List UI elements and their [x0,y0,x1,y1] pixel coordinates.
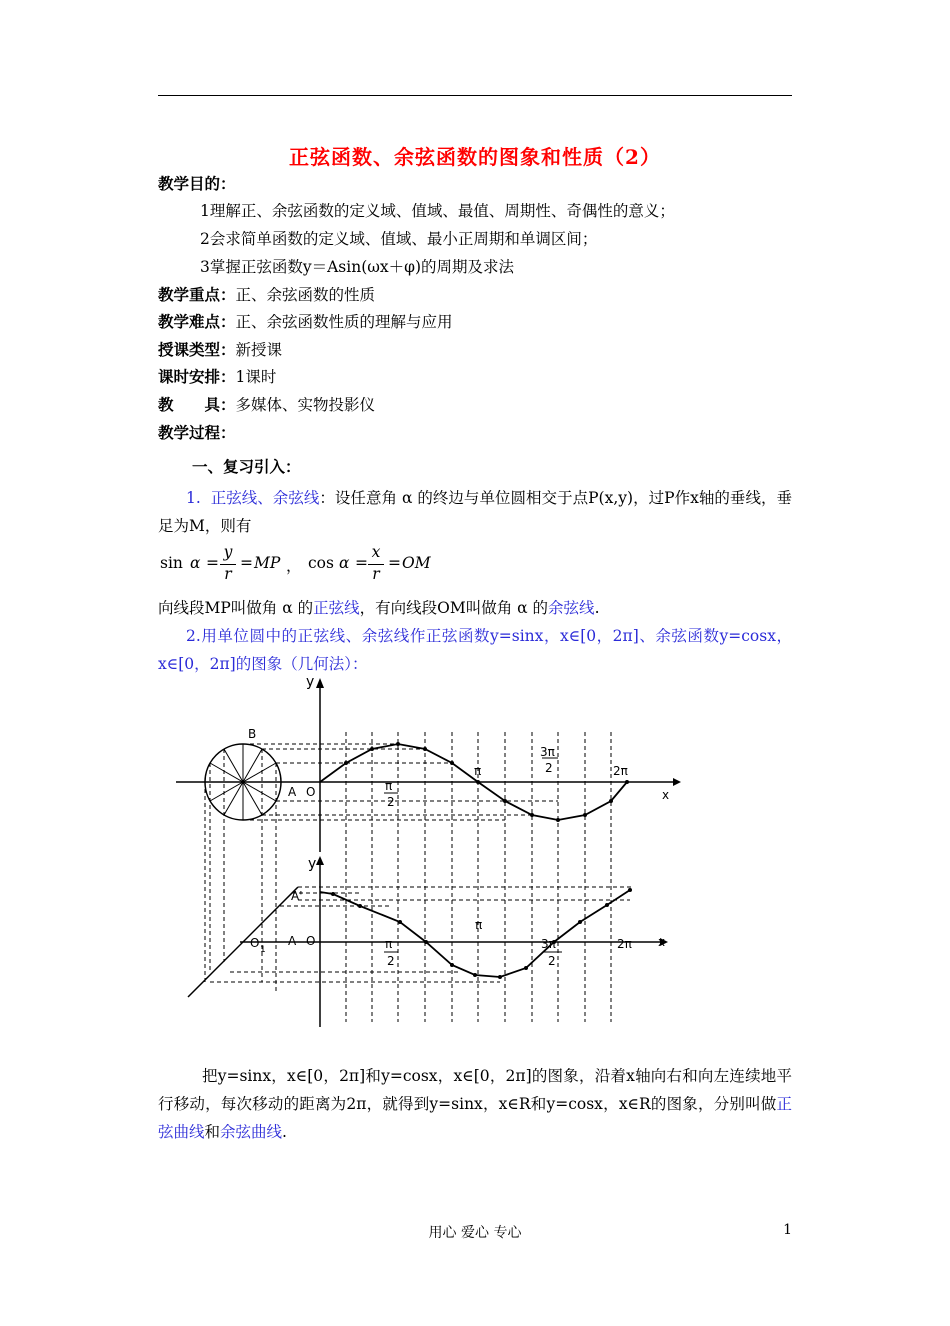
cosine-graph-labels [250,856,665,968]
meta-label: 授课类型： [158,340,236,359]
page-footer: 用心 爱心 专心 [428,1225,522,1241]
tick-label-2pi: 2π [613,764,628,778]
meta-row-focus [158,283,375,305]
list-number: 1. [186,489,201,507]
paragraph-text: ，有向线段OM叫做角 α 的 [359,599,549,617]
tick-label-3pi-half-den: 2 [545,761,553,775]
formula-mp: MP [254,554,281,572]
x-axis-label: x [662,788,670,802]
objectives-label: 教学目的： [158,174,236,193]
tick-label-3pi-half-den: 2 [548,954,556,968]
paragraph-text: . [594,599,600,617]
formula-alpha: α [190,554,201,572]
point-label-a: A [288,785,297,799]
x-axis-arrow-icon [673,778,681,786]
formula-eq: = [206,554,219,572]
term-sine-line: 正弦线 [313,599,360,617]
term-sine-curve: 正弦曲线 [158,1095,792,1141]
process-label: 教学过程： [158,423,236,442]
formula-r: r [372,565,380,583]
meta-label: 教学重点： [158,285,236,304]
meta-row-type [158,338,282,360]
term-cosine-line: 余弦线 [548,599,595,617]
page-number: 1 [783,1222,792,1238]
paragraph-text: 和 [204,1123,221,1141]
objective-item: 3掌握正弦函数y＝Asin(ωx＋φ)的周期及求法 [200,258,515,276]
y-axis-label: y [308,856,317,872]
paragraph-periodic-extension [158,1062,792,1146]
meta-label: 教学难点： [158,312,236,331]
paragraph-text: 向线段MP叫做角 α 的 [158,599,314,617]
origin-label: O [306,934,316,948]
origin-o1-label: O [250,936,260,950]
formula-comma: ， [286,557,302,575]
formula-sin: sin [160,554,183,572]
tick-label-pi-half-den: 2 [387,954,395,968]
formula-y: y [223,543,233,561]
meta-row-hours [158,365,276,387]
y-axis-label: y [306,674,315,690]
cosine-graph [188,856,668,1027]
sine-graph-labels [248,674,669,809]
meta-row-difficulty [158,310,453,332]
meta-value: 新授课 [235,341,283,359]
term-sine-cosine-lines: 正弦线、余弦线 [210,489,320,507]
meta-row-tools [158,393,375,415]
formula-eq: = [388,554,401,572]
formula-alpha: α [339,554,350,572]
meta-label: 教 具： [158,395,236,414]
paragraph-text: . [282,1123,287,1141]
cos-projection-lines [210,887,632,982]
page-title: 正弦函数、余弦函数的图象和性质（2） [289,145,661,169]
formula-om: OM [402,554,431,572]
tick-label-pi: π [474,764,482,778]
formula-eq: = [240,554,253,572]
cosine-curve [320,890,630,977]
x-axis-label: x [658,935,666,949]
formula-cos: cos [308,554,334,572]
origin-label: O [306,785,316,799]
meta-value: 正、余弦函数的性质 [235,286,376,304]
objective-item: 1理解正、余弦函数的定义域、值域、最值、周期性、奇偶性的意义； [200,202,675,220]
point-label-a: A [288,934,297,948]
tick-label-pi-half-num: π [385,779,393,793]
meta-value: 多媒体、实物投影仪 [235,396,376,414]
point-label-a-prime: A' [291,889,303,903]
paragraph-text: ：设任意角 α 的终边与单位圆相交于点P(x,y)，过P作x轴的垂线，垂足为M，则有 [158,489,792,535]
meta-value: 正、余弦函数性质的理解与应用 [235,313,453,331]
origin-o1-subscript: 1 [260,945,266,955]
section-heading: 一、复习引入： [192,457,301,476]
tick-label-3pi-half-num: 3π [540,745,555,759]
formula-x: x [371,543,381,561]
tick-label-pi: π [475,918,483,932]
y-axis-arrow-icon [316,678,324,688]
cosine-curve-points [331,888,632,979]
sin-cos-graph-figure [170,672,690,1032]
tick-label-pi-half-num: π [385,937,393,951]
formula-eq: = [355,554,368,572]
tick-label-3pi-half-num: 3π [541,937,556,951]
point-label-b: B [248,727,257,741]
objective-item: 2会求简单函数的定义域、值域、最小正周期和单调区间； [200,230,598,248]
tick-label-pi-half-den: 2 [387,795,395,809]
paragraph-geometric-method: 2.用单位圆中的正弦线、余弦线作正弦函数y=sinx，x∈[0，2π]、余弦函数y=cosx，x∈[0，2π]的图象（几何法）： [158,627,792,673]
paragraph-directed-segments [158,596,600,618]
y-axis-arrow-icon [316,856,324,865]
projection-lines-vertical [205,732,611,1022]
paragraph-sine-cosine-lines [158,484,792,540]
formula-r: r [224,565,232,583]
meta-value: 1课时 [235,368,277,386]
header-rule [158,95,792,96]
meta-label: 课时安排： [158,367,236,386]
tick-label-2pi: 2π [617,937,632,951]
paragraph-text: 把y=sinx，x∈[0，2π]和y=cosx，x∈[0，2π]的图象，沿着x轴向右和向左连续地平行移动，每次移动的距离为2π，就得到y=sinx，x∈R和y=cosx，x∈R的图象，分别叫做 [158,1067,792,1113]
term-cosine-curve: 余弦曲线 [220,1123,283,1141]
